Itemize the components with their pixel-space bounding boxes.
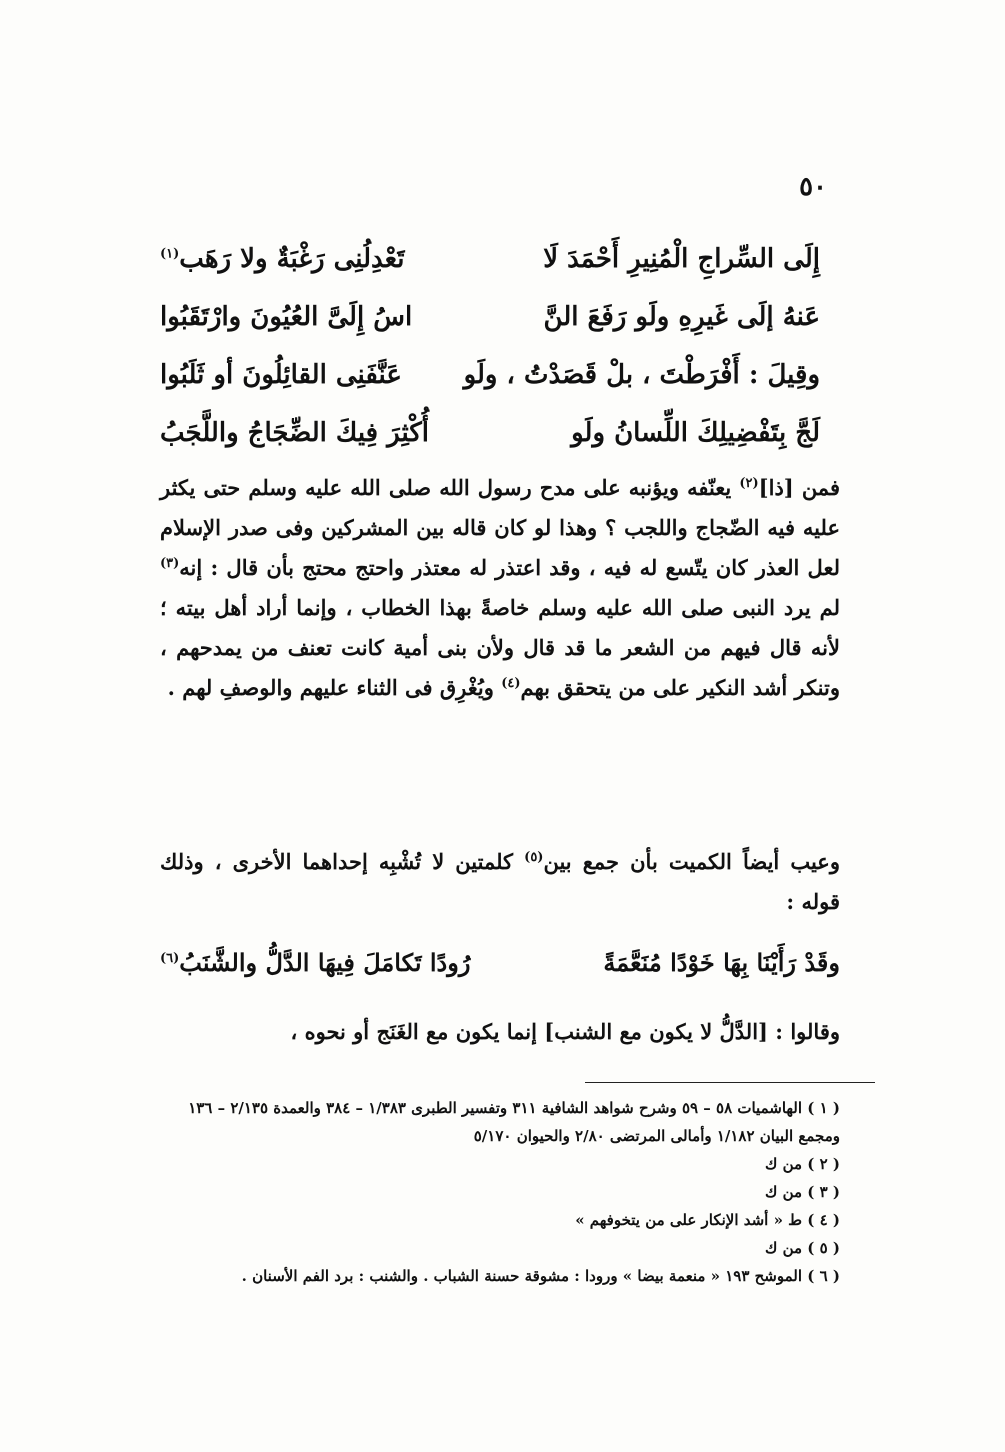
prose-paragraph: [160, 842, 840, 922]
verse-second-hemistich: [160, 948, 470, 977]
verse-line: [160, 288, 820, 346]
verse-first-hemistich: وقَدْ رَأَيْنَا بِهَا خَوْدًا مُنَعَّمَةً: [603, 948, 840, 977]
quoted-verse: [160, 948, 840, 977]
paragraph-text: وقالوا : [الدَّلُّ لا يكون مع الشنب] إنما يكون مع الغَنَج أو نحوه ،: [290, 1019, 840, 1044]
verse-second-hemistich: [160, 244, 465, 274]
footnote-number: ( ٦ ): [807, 1267, 840, 1285]
footnote-text: من ك: [765, 1183, 803, 1201]
poem-verses: [160, 230, 820, 462]
verse-line: [160, 346, 820, 404]
footnote-text: الهاشميات ٥٨ – ٥٩ وشرح شواهد الشافية ٣١١ وتفسير الطبرى ١/٣٨٣ – ٣٨٤ والعمدة ٢/١٣٥ – ١٣٦ ومجمع البيان ١/١٨٢ وأمالى المرتضى ٢/٨٠ والحيوان ٥/١٧٠: [188, 1099, 840, 1145]
verse-second-hemistich: اسُ إِلَىَّ العُيُونَ وارْتَقَبُوا: [160, 302, 413, 332]
verse-line: [160, 404, 820, 462]
footnote-number: ( ١ ): [807, 1099, 840, 1117]
verse-second-text: تَعْدِلُنِى رَغْبَةٌ ولا رَهَب: [179, 244, 405, 274]
text-run: فمن [ذا]: [758, 475, 840, 500]
footnote-ref: (١): [160, 246, 180, 262]
verse-second-hemistich: عَنَّفَنِى القائِلُونَ أو ثَلَبُوا: [160, 360, 402, 390]
footnote-number: ( ٣ ): [807, 1183, 840, 1201]
paragraph-text: [160, 842, 840, 922]
verse-line: [160, 230, 820, 288]
footnote-ref: (٢): [739, 476, 759, 491]
footnote-item: [160, 1178, 840, 1206]
footnote-divider: [585, 1082, 875, 1083]
paragraph-text: [160, 468, 840, 708]
verse-first-hemistich: لَجَّ بِتَفْضِيلِكَ اللِّسانُ ولَو: [571, 418, 820, 448]
verse-first-hemistich: إِلَى السِّراجِ الْمُنِيرِ أَحْمَدَ لَا: [543, 244, 820, 274]
footnote-ref: (٦): [160, 951, 180, 966]
verse-first-hemistich: عَنهُ إلَى غَيرِهِ ولَو رَفَعَ النَّ: [543, 302, 820, 332]
footnote-text: من ك: [765, 1155, 803, 1173]
prose-paragraph: [160, 468, 840, 708]
footnote-item: [160, 1262, 840, 1290]
footnote-ref: (٥): [524, 850, 544, 865]
footnote-ref: (٤): [501, 676, 521, 691]
text-run: ويُغْرِق فى الثناء عليهم والوصفِ لهم .: [167, 675, 502, 700]
text-run: يعنّفه ويؤنبه على مدح رسول الله صلى الله عليه وسلم حتى يكثر عليه فيه الضّجاج واللجب ؟ وهذا لو كان قاله بين المشركين وفى صدر الإسلام لعل العذر كان يتّسع له فيه ، وقد اعتذر له معتذر واحتج محتج بأن قال : إنه: [160, 475, 840, 580]
text-run: لم يرد النبى صلى الله عليه وسلم خاصةً بهذا الخطاب ، وإنما أراد أهل بيته ؛ لأنه قال فيهم من الشعر ما قد قال ولأن بنى أمية كانت تعنف من يمدحهم ، وتنكر أشد النكير على من يتحقق بهم: [160, 595, 840, 700]
text-run: كلمتين لا تُشْبِه إحداهما الأخرى ، وذلك قوله :: [160, 849, 840, 914]
footnote-number: ( ٢ ): [807, 1155, 840, 1173]
footnote-text: من ك: [765, 1239, 803, 1257]
footnote-item: [160, 1094, 840, 1150]
verse-second-text: رُودًا تَكامَلَ فِيهَا الدَّلُّ والشَّنَبُ: [179, 948, 471, 977]
footnote-number: ( ٥ ): [807, 1239, 840, 1257]
page-number: ٥٠: [799, 172, 827, 202]
footnote-item: [160, 1150, 840, 1178]
text-run: وعيب أيضاً الكميت بأن جمع بين: [543, 849, 840, 874]
verse-first-hemistich: وقِيلَ : أَفْرَطْتَ ، بلْ قَصَدْتُ ، ولَو: [463, 360, 820, 390]
verse-second-hemistich: أُكْثِرَ فِيكَ الضِّجَاجُ واللَّجَبُ: [160, 418, 429, 448]
footnote-ref: (٣): [160, 556, 180, 571]
footnote-item: [160, 1234, 840, 1262]
footnote-item: [160, 1206, 840, 1234]
footnote-number: ( ٤ ): [807, 1211, 840, 1229]
footnotes: [160, 1094, 840, 1290]
footnote-text: ط « أشد الإنكار على من يتخوفهم »: [575, 1211, 803, 1229]
footnote-text: الموشح ١٩٣ « منعمة بيضا » ورودا : مشوقة حسنة الشباب . والشنب : برد الفم الأسنان .: [241, 1267, 803, 1285]
prose-paragraph: [160, 1012, 840, 1052]
